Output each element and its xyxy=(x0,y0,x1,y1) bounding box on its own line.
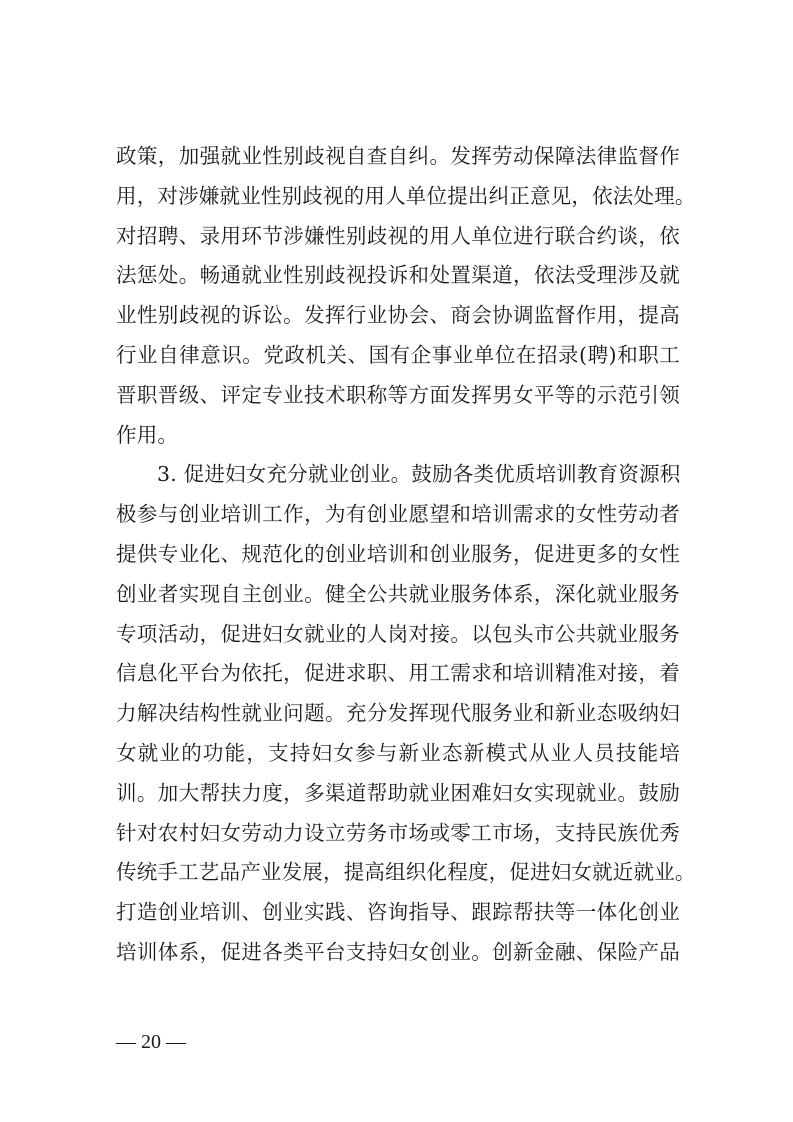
text-line: 力解决结构性就业问题。充分发挥现代服务业和新业态吸纳妇 xyxy=(116,701,680,726)
text-line: 信息化平台为依托，促进求职、用工需求和培训精准对接，着 xyxy=(116,661,680,686)
text-line: 晋职晋级、评定专业技术职称等方面发挥男女平等的示范引领 xyxy=(116,382,680,407)
text-line: 对招聘、录用环节涉嫌性别歧视的用人单位进行联合约谈，依 xyxy=(116,223,680,248)
text-line: 打造创业培训、创业实践、咨询指导、跟踪帮扶等一体化创业 xyxy=(116,900,680,925)
text-line: 作用。 xyxy=(116,422,179,447)
text-line: 专项活动，促进妇女就业的人岗对接。以包头市公共就业服务 xyxy=(116,621,680,646)
text-line: 训。加大帮扶力度，多渠道帮助就业困难妇女实现就业。鼓励 xyxy=(116,780,680,805)
text-line: 创业者实现自主创业。健全公共就业服务体系，深化就业服务 xyxy=(116,581,680,606)
text-line: 提供专业化、规范化的创业培训和创业服务，促进更多的女性 xyxy=(116,541,680,566)
text-line: 3. 促进妇女充分就业创业。鼓励各类优质培训教育资源积 xyxy=(157,462,681,487)
text-line: 政策，加强就业性别歧视自查自纠。发挥劳动保障法律监督作 xyxy=(116,144,680,168)
text-line: 极参与创业培训工作，为有创业愿望和培训需求的女性劳动者 xyxy=(116,502,680,527)
text-line: 法惩处。畅通就业性别歧视投诉和处置渠道，依法受理涉及就 xyxy=(116,263,680,288)
text-line: 业性别歧视的诉讼。发挥行业协会、商会协调监督作用，提高 xyxy=(116,303,680,328)
page-number: — 20 — xyxy=(116,1031,186,1053)
text-line: 女就业的功能，支持妇女参与新业态新模式从业人员技能培 xyxy=(116,740,680,765)
body-text xyxy=(116,137,696,973)
text-line: 针对农村妇女劳动力设立劳务市场或零工市场，支持民族优秀 xyxy=(116,820,680,845)
text-line: 用，对涉嫌就业性别歧视的用人单位提出纠正意见，依法处理。 xyxy=(116,183,696,208)
text-line: 培训体系，促进各类平台支持妇女创业。创新金融、保险产品 xyxy=(116,939,680,964)
text-line: 传统手工艺品产业发展，提高组织化程度，促进妇女就近就业。 xyxy=(116,860,696,885)
text-line: 行业自律意识。党政机关、国有企事业单位在招录(聘)和职工 xyxy=(116,342,680,367)
